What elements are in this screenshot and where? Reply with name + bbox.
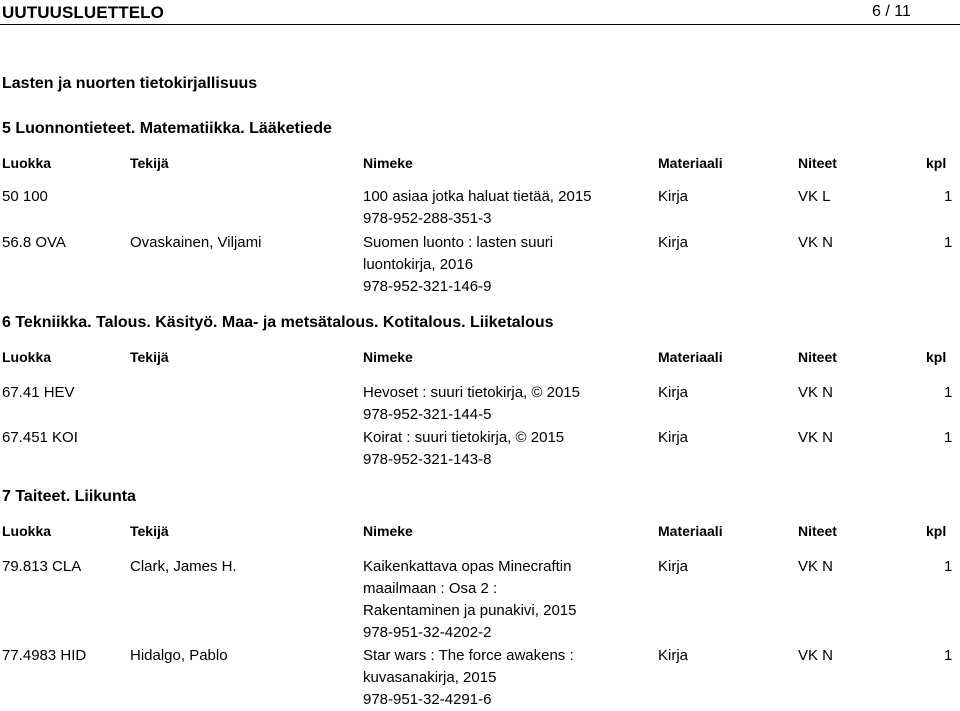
cell-tekija: Ovaskainen, Viljami (130, 234, 262, 251)
cell-kpl: 1 (944, 384, 953, 401)
column-header-nimeke: Nimeke (363, 523, 413, 539)
column-header-niteet: Niteet (798, 155, 837, 171)
cell-tekija: Clark, James H. (130, 558, 237, 575)
column-header-nimeke: Nimeke (363, 155, 413, 171)
column-header-tekija: Tekijä (130, 349, 169, 365)
cell-materiaali: Kirja (658, 384, 689, 401)
cell-luokka: 79.813 CLA (2, 558, 82, 575)
cell-nimeke: Hevoset : suuri tietokirja, © 2015 978-952-321-144-5 (363, 384, 580, 423)
cell-materiaali: Kirja (658, 188, 689, 205)
cell-materiaali: Kirja (658, 647, 689, 664)
header-divider (0, 24, 960, 25)
cell-materiaali: Kirja (658, 558, 689, 575)
section-heading: 5 Luonnontieteet. Matematiikka. Lääketiede (2, 120, 332, 137)
cell-niteet: VK N (798, 234, 834, 251)
cell-niteet: VK N (798, 558, 834, 575)
section-heading: 6 Tekniikka. Talous. Käsityö. Maa- ja metsätalous. Kotitalous. Liiketalous (2, 314, 554, 331)
column-header-niteet: Niteet (798, 523, 837, 539)
cell-materiaali: Kirja (658, 234, 689, 251)
column-header-kpl: kpl (926, 155, 947, 171)
column-header-kpl: kpl (926, 349, 947, 365)
column-header-luokka: Luokka (2, 155, 52, 171)
cell-kpl: 1 (944, 429, 953, 446)
cell-nimeke: Star wars : The force awakens : kuvasanakirja, 2015 978-951-32-4291-6 (363, 647, 574, 708)
cell-luokka: 56.8 OVA (2, 234, 66, 251)
column-header-niteet: Niteet (798, 349, 837, 365)
cell-nimeke: Koirat : suuri tietokirja, © 2015 978-952-321-143-8 (363, 429, 565, 468)
document-title: UUTUUSLUETTELO (2, 3, 164, 22)
cell-luokka: 77.4983 HID (2, 647, 87, 664)
cell-materiaali: Kirja (658, 429, 689, 446)
cell-kpl: 1 (944, 558, 953, 575)
main-heading: Lasten ja nuorten tietokirjallisuus (2, 75, 258, 92)
cell-niteet: VK N (798, 429, 834, 446)
cell-nimeke: 100 asiaa jotka haluat tietää, 2015 978-952-288-351-3 (363, 188, 592, 227)
column-header-luokka: Luokka (2, 523, 52, 539)
cell-niteet: VK N (798, 647, 834, 664)
cell-luokka: 50 100 (2, 188, 48, 205)
cell-luokka: 67.451 KOI (2, 429, 78, 446)
column-header-materiaali: Materiaali (658, 155, 723, 171)
cell-kpl: 1 (944, 188, 953, 205)
cell-nimeke: Suomen luonto : lasten suuri luontokirja, 2016 978-952-321-146-9 (363, 234, 554, 295)
page-header (0, 0, 960, 26)
cell-niteet: VK N (798, 384, 834, 401)
column-header-kpl: kpl (926, 523, 947, 539)
section-heading: 7 Taiteet. Liikunta (2, 488, 136, 505)
cell-kpl: 1 (944, 647, 953, 664)
page-number: 6 / 11 (872, 3, 911, 20)
column-header-nimeke: Nimeke (363, 349, 413, 365)
column-header-tekija: Tekijä (130, 523, 169, 539)
column-header-luokka: Luokka (2, 349, 52, 365)
cell-niteet: VK L (798, 188, 831, 205)
column-header-tekija: Tekijä (130, 155, 169, 171)
column-header-materiaali: Materiaali (658, 349, 723, 365)
column-header-materiaali: Materiaali (658, 523, 723, 539)
cell-tekija: Hidalgo, Pablo (130, 647, 228, 664)
cell-luokka: 67.41 HEV (2, 384, 75, 401)
cell-nimeke: Kaikenkattava opas Minecraftin maailmaan : Osa 2 : Rakentaminen ja punakivi, 2015 978-951-32-4202-2 (363, 558, 577, 641)
cell-kpl: 1 (944, 234, 953, 251)
